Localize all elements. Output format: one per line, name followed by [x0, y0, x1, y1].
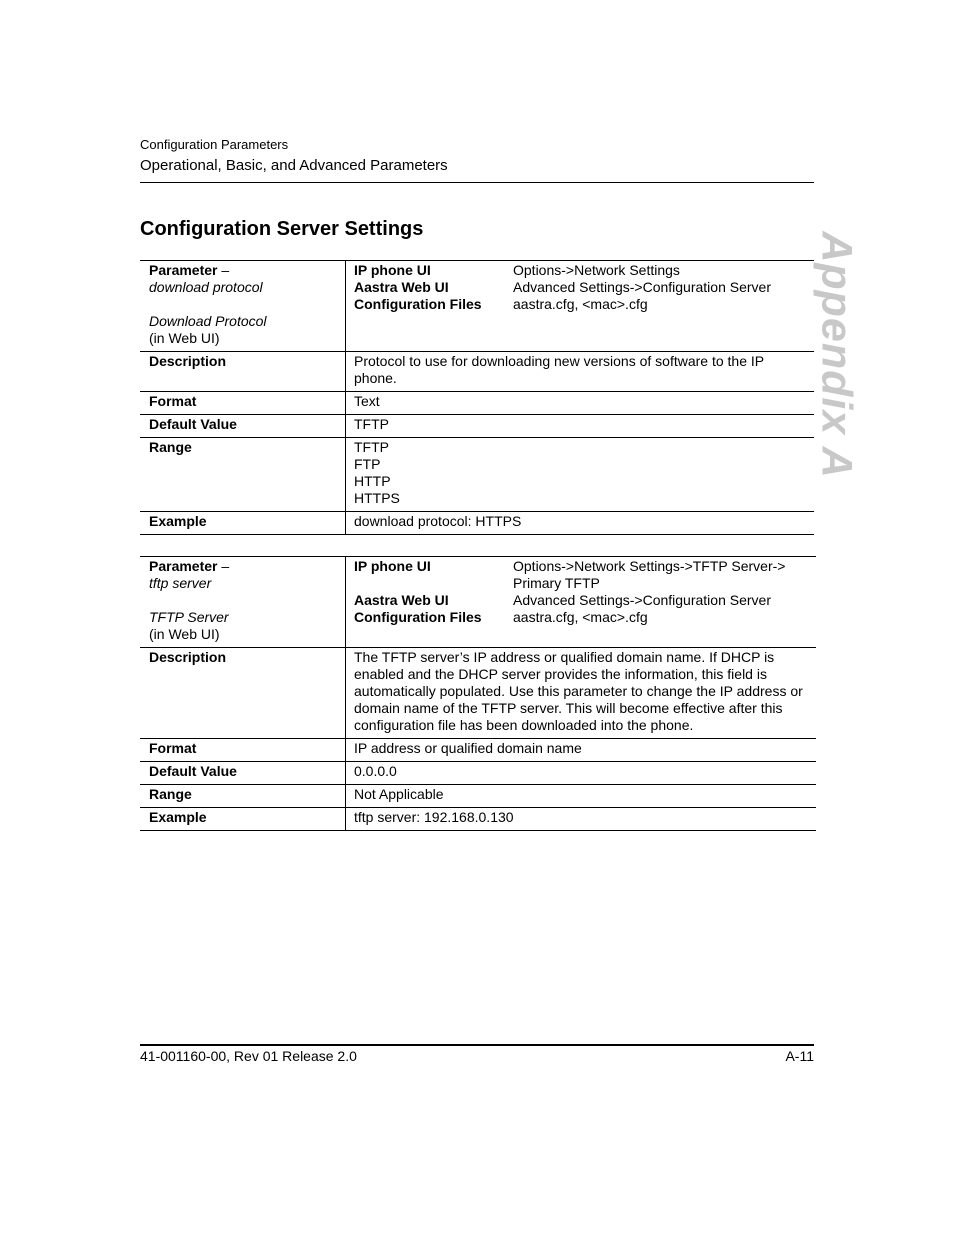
location-row	[354, 558, 807, 592]
location-value	[513, 558, 807, 592]
description-line: configuration file has been downloaded into the phone.	[354, 717, 694, 733]
location-value-line: Options->Network Settings->TFTP Server->	[513, 558, 786, 574]
description-line: The TFTP server’s IP address or qualified domain name. If DHCP is	[354, 649, 775, 665]
table-row	[140, 785, 816, 808]
example-value: download protocol: HTTPS	[346, 512, 815, 535]
location-key: IP phone UI	[354, 558, 431, 574]
parameter-cell	[140, 261, 346, 352]
location-row	[354, 279, 805, 296]
web-ui-name: Download Protocol	[149, 313, 267, 329]
locations-cell	[346, 557, 817, 648]
download-protocol-table	[140, 260, 814, 535]
example-value: tftp server: 192.168.0.130	[346, 808, 817, 831]
parameter-label: Parameter	[149, 558, 218, 574]
description-line: domain name of the TFTP server. This will become effective after this	[354, 700, 783, 716]
table-row	[140, 438, 814, 512]
description-line: automatically populated. Use this parameter to change the IP address or	[354, 683, 803, 699]
web-ui-suffix: (in Web UI)	[149, 330, 220, 346]
description-line: enabled and the DHCP server provides the information, this field is	[354, 666, 767, 682]
locations-cell	[346, 261, 815, 352]
web-ui-suffix: (in Web UI)	[149, 626, 220, 642]
location-key: Configuration Files	[354, 609, 482, 625]
range-option: FTP	[354, 456, 381, 472]
example-label: Example	[140, 808, 346, 831]
footer-rule	[140, 1044, 814, 1046]
location-row	[354, 296, 805, 313]
location-key: Configuration Files	[354, 296, 482, 312]
location-value: Advanced Settings->Configuration Server	[513, 592, 771, 608]
location-value: aastra.cfg, <mac>.cfg	[513, 609, 648, 625]
format-value: Text	[346, 392, 815, 415]
location-key: IP phone UI	[354, 262, 431, 278]
parameter-name: download protocol	[149, 279, 263, 295]
location-value-line: Primary TFTP	[513, 575, 600, 591]
format-label: Format	[140, 739, 346, 762]
table-row	[140, 557, 816, 648]
description-label: Description	[140, 648, 346, 739]
location-value: aastra.cfg, <mac>.cfg	[513, 296, 648, 312]
web-ui-name: TFTP Server	[149, 609, 229, 625]
range-option: TFTP	[354, 439, 389, 455]
location-key: Aastra Web UI	[354, 279, 449, 295]
table-row	[140, 261, 814, 352]
range-values	[346, 438, 815, 512]
table-row	[140, 415, 814, 438]
running-header-title: Operational, Basic, and Advanced Parameters	[140, 157, 448, 174]
description-label: Description	[140, 352, 346, 392]
tftp-server-table	[140, 556, 816, 831]
location-row	[354, 262, 805, 279]
location-value: Advanced Settings->Configuration Server	[513, 279, 771, 295]
format-label: Format	[140, 392, 346, 415]
location-value: Options->Network Settings	[513, 262, 680, 278]
range-option: HTTP	[354, 473, 391, 489]
parameter-name: tftp server	[149, 575, 212, 591]
table-row	[140, 648, 816, 739]
running-header-section: Configuration Parameters	[140, 137, 289, 152]
default-value-label: Default Value	[140, 415, 346, 438]
parameter-dash: –	[217, 262, 230, 278]
location-key: Aastra Web UI	[354, 592, 449, 608]
range-option: HTTPS	[354, 490, 400, 506]
table-row	[140, 762, 816, 785]
footer-doc-id: 41-001160-00, Rev 01 Release 2.0	[140, 1048, 357, 1064]
default-value: TFTP	[346, 415, 815, 438]
appendix-tab-label: Appendix A	[812, 231, 861, 479]
parameter-label: Parameter	[149, 262, 218, 278]
format-value: IP address or qualified domain name	[346, 739, 817, 762]
description-value: Protocol to use for downloading new versions of software to the IP phone.	[346, 352, 815, 392]
table-row	[140, 808, 816, 831]
appendix-side-tab	[806, 231, 866, 479]
default-value: 0.0.0.0	[346, 762, 817, 785]
description-value	[346, 648, 817, 739]
location-row	[354, 592, 807, 609]
parameter-dash: –	[217, 558, 230, 574]
header-rule	[140, 182, 814, 183]
table-row	[140, 512, 814, 535]
location-row	[354, 609, 807, 626]
range-value: Not Applicable	[346, 785, 817, 808]
example-label: Example	[140, 512, 346, 535]
parameter-cell	[140, 557, 346, 648]
section-title: Configuration Server Settings	[140, 218, 424, 240]
table-row	[140, 392, 814, 415]
table-row	[140, 352, 814, 392]
range-label: Range	[140, 785, 346, 808]
footer-page-number: A-11	[785, 1048, 814, 1064]
default-value-label: Default Value	[140, 762, 346, 785]
range-label: Range	[140, 438, 346, 512]
table-row	[140, 739, 816, 762]
